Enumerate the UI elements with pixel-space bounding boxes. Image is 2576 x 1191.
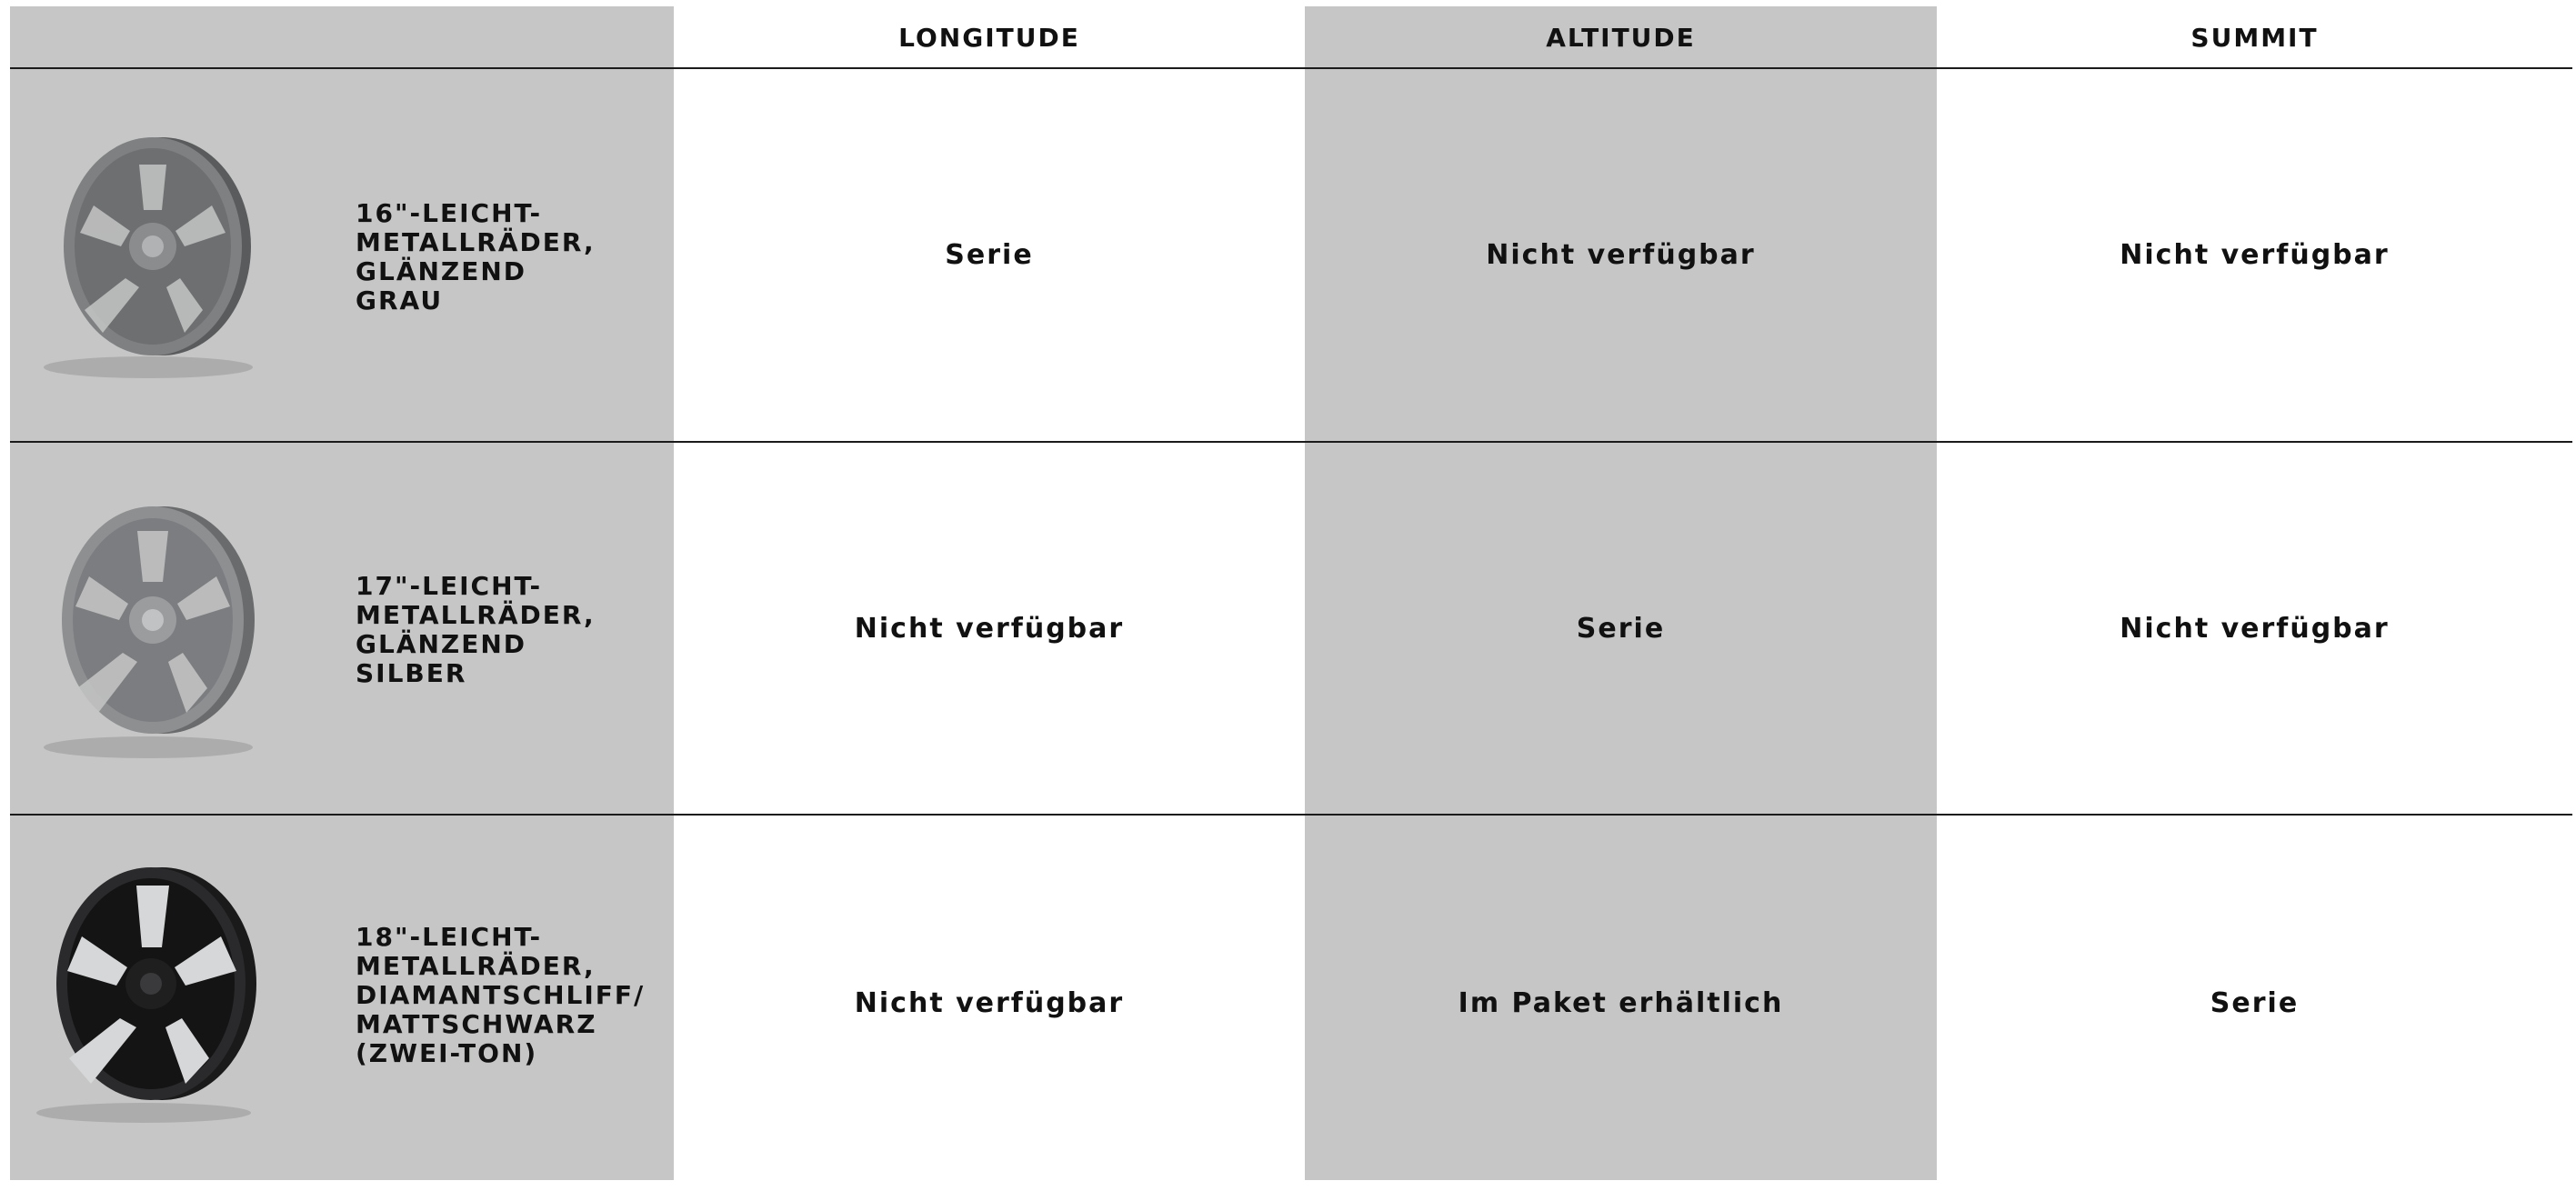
cell-longitude: Nicht verfügbar [854,987,1125,1019]
column-header-longitude: LONGITUDE [898,22,1080,53]
cell-altitude: Nicht verfügbar [1486,239,1756,271]
table-row [0,816,2576,1177]
wheel-label: 18"-LEICHT- METALLRÄDER, DIAMANTSCHLIFF/ MATTSCHWARZ (ZWEI-TON) [356,922,646,1068]
silver-alloy-wheel-icon [35,484,271,775]
cell-longitude: Nicht verfügbar [854,612,1125,645]
cell-altitude: Im Paket erhältlich [1458,987,1784,1019]
grey-alloy-wheel-icon [35,119,271,392]
black-diamond-cut-wheel-icon [35,856,271,1129]
column-header-altitude: ALTITUDE [1546,22,1696,53]
cell-summit: Nicht verfügbar [2120,612,2390,645]
column-header-summit: SUMMIT [2190,22,2319,53]
wheel-label: 16"-LEICHT- METALLRÄDER, GLÄNZEND GRAU [356,198,596,315]
cell-summit: Serie [2210,987,2300,1019]
cell-summit: Nicht verfügbar [2120,239,2390,271]
table-row [0,443,2576,814]
cell-longitude: Serie [945,239,1034,271]
cell-altitude: Serie [1576,612,1666,645]
wheel-label: 17"-LEICHT- METALLRÄDER, GLÄNZEND SILBER [356,571,596,688]
table-row [0,69,2576,441]
